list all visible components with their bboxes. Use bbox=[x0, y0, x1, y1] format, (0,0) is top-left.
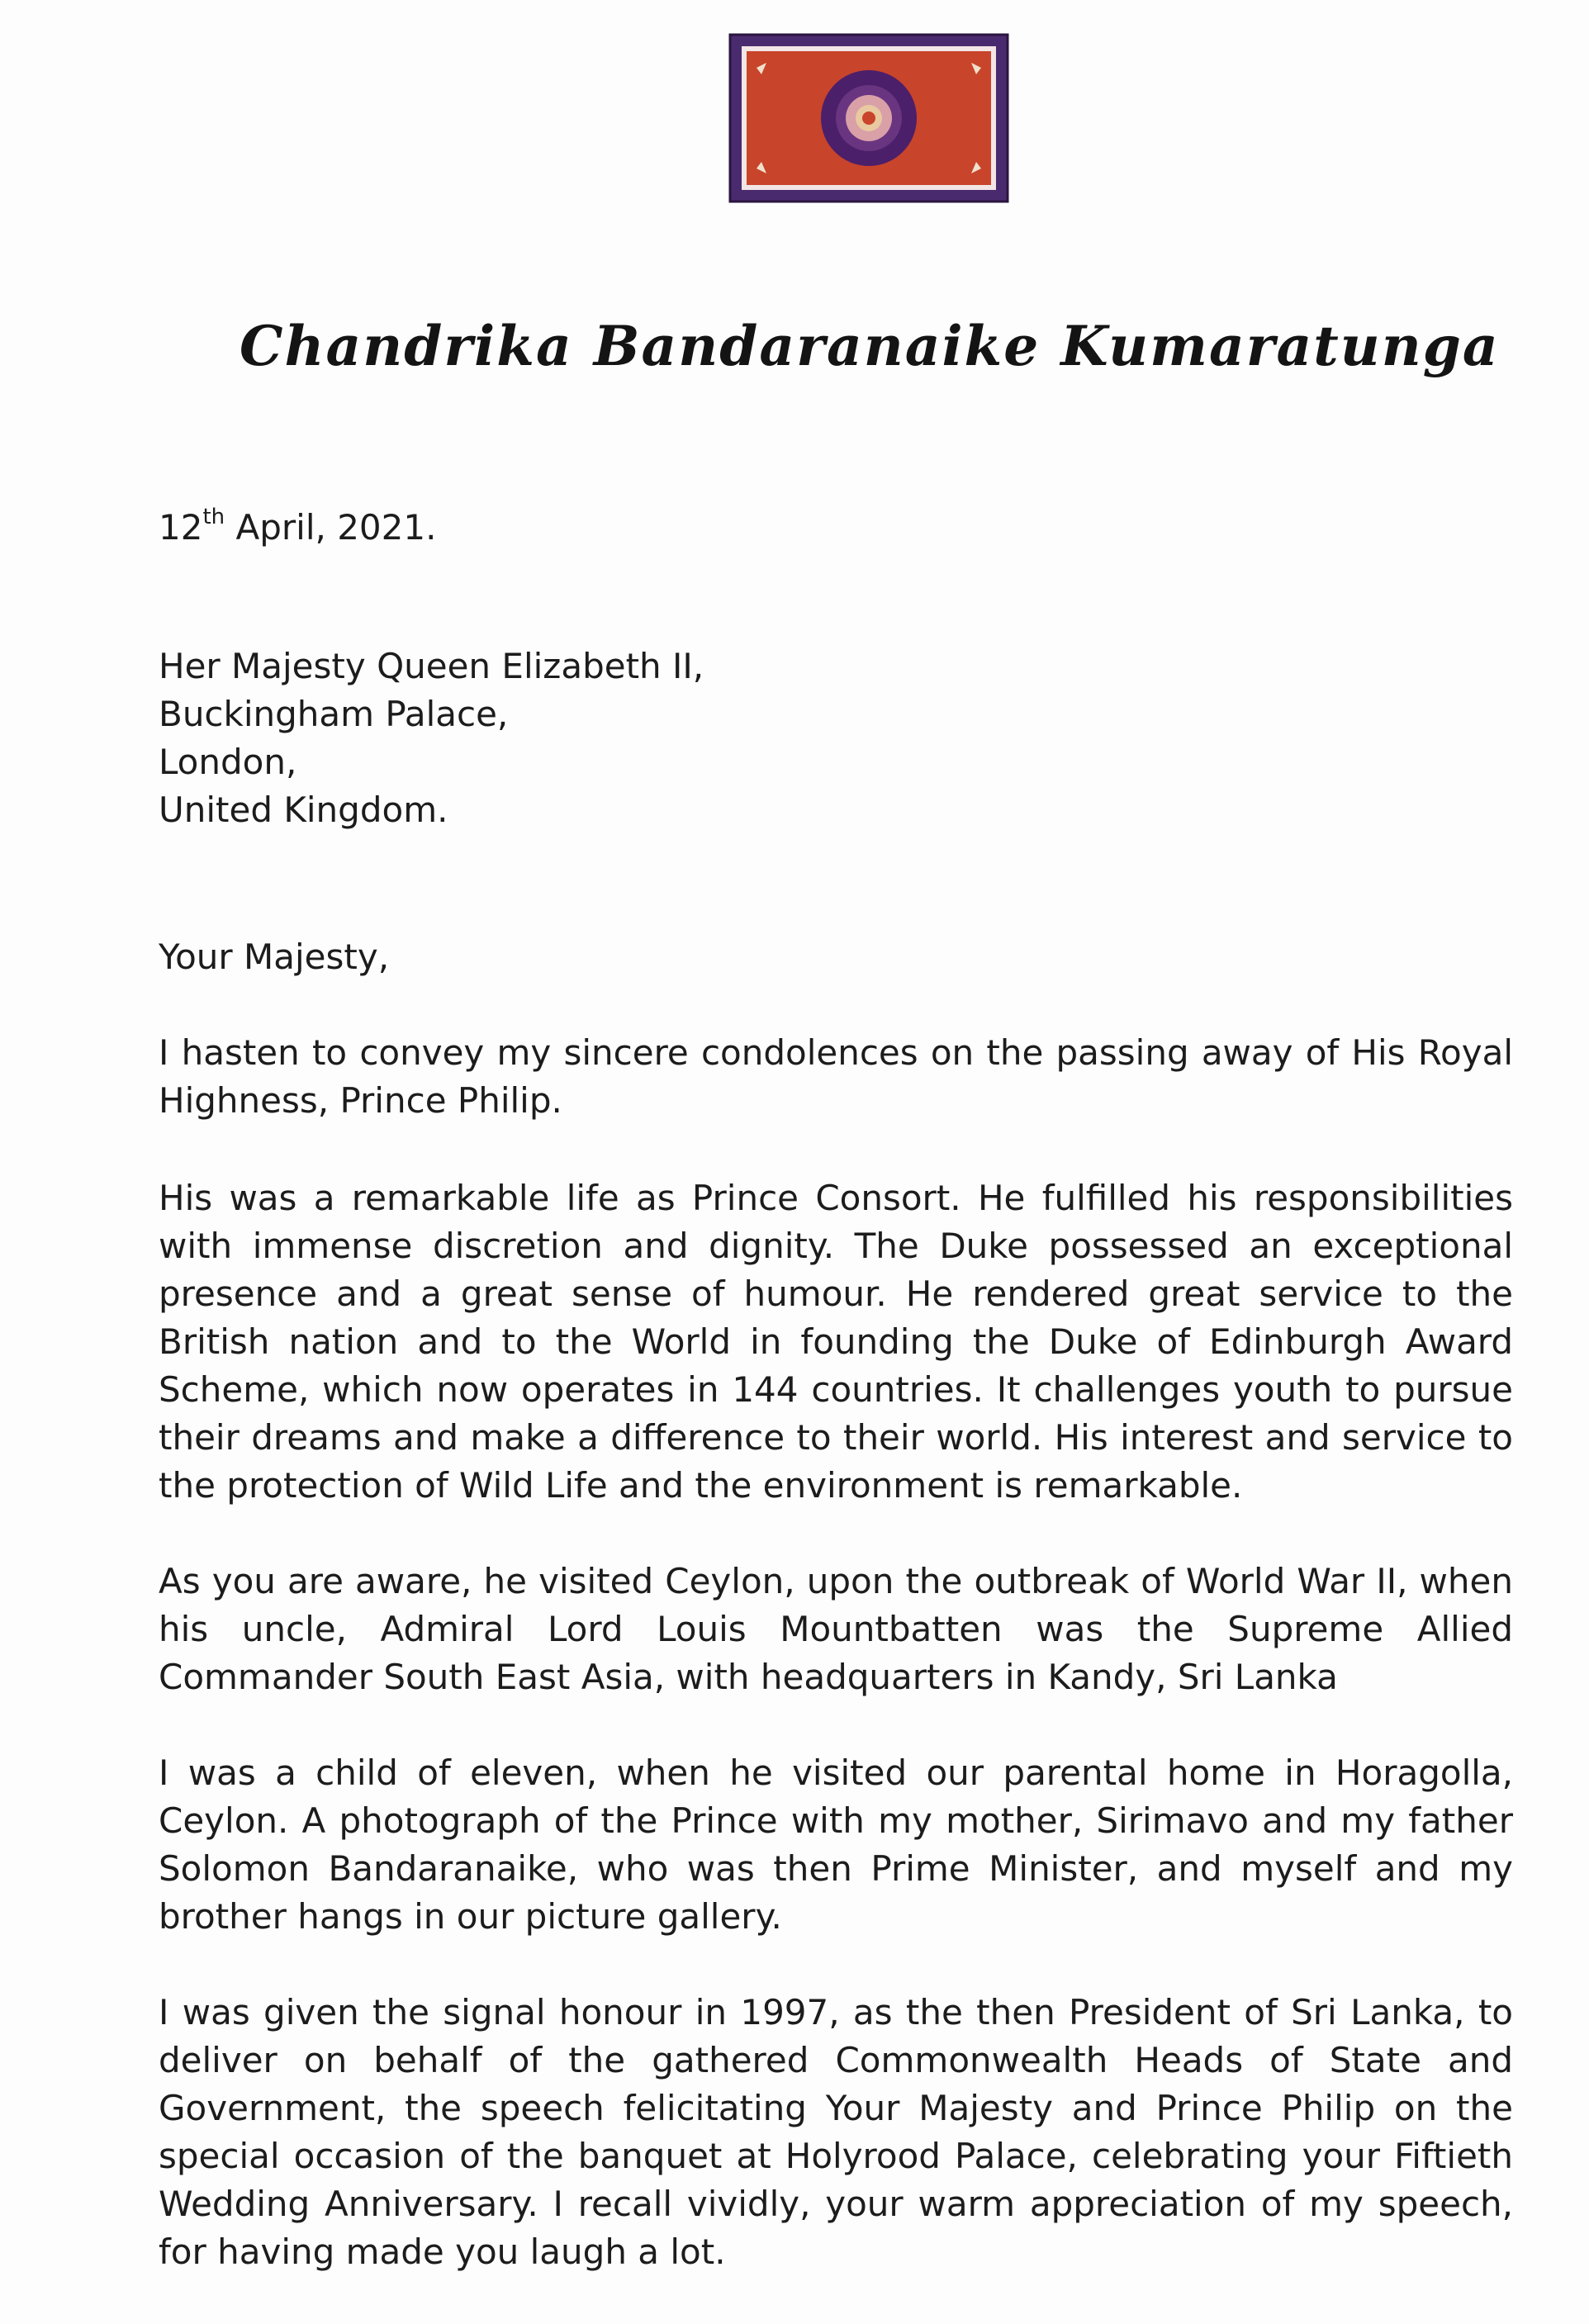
letterhead-name: Chandrika Bandaranaike Kumaratunga bbox=[240, 314, 1500, 378]
letter-date bbox=[159, 504, 436, 552]
flag-emblem-icon bbox=[728, 33, 1009, 203]
date-rest: April, 2021. bbox=[225, 507, 437, 548]
address-line: London, bbox=[159, 742, 297, 782]
body-paragraph: I was a child of eleven, when he visited our parental home in Horagolla, Ceylon. A photograph of the Prince with my mother, Sirimavo and my father Solomon Bandaranaike, who was then Prime Minister, and myself and my brother hangs in our picture gallery. bbox=[159, 1752, 1513, 1937]
body-paragraph: His was a remarkable life as Prince Consort. He fulfilled his responsibilities with immense discretion and dignity. The Duke possessed an exceptional presence and a great sense of humour. He rendered great service to the British nation and to the World in founding the Duke of Edinburgh Award Scheme, which now operates in 144 countries. It challenges youth to pursue their dreams and make a difference to their world. His interest and service to the protection of Wild Life and the environment is remarkable. bbox=[159, 1178, 1513, 1506]
address-line: United Kingdom. bbox=[159, 790, 448, 830]
body-paragraph: I hasten to convey my sincere condolences on the passing away of His Royal Highness, Prince Philip. bbox=[159, 1032, 1513, 1121]
body-paragraph: I was given the signal honour in 1997, as the then President of Sri Lanka, to deliver on behalf of the gathered Commonwealth Heads of State and Government, the speech felicitating Your Majesty and Prince Philip on the special occasion of the banquet at Holyrood Palace, celebrating your Fiftieth Wedding Anniversary. I recall vividly, your warm appreciation of my speech, for having made you laugh a lot. bbox=[159, 1992, 1513, 2272]
address-line: Buckingham Palace, bbox=[159, 694, 509, 734]
recipient-address bbox=[159, 643, 704, 834]
date-suffix: th bbox=[202, 505, 225, 529]
salutation: Your Majesty, bbox=[159, 937, 390, 977]
date-day: 12 bbox=[159, 507, 203, 548]
address-line: Her Majesty Queen Elizabeth II, bbox=[159, 646, 704, 686]
body-paragraph: As you are aware, he visited Ceylon, upon the outbreak of World War II, when his uncle, Admiral Lord Louis Mountbatten was the Supreme Allied Commander South East Asia, with headquarters in Kandy, Sri Lanka bbox=[159, 1561, 1513, 1697]
